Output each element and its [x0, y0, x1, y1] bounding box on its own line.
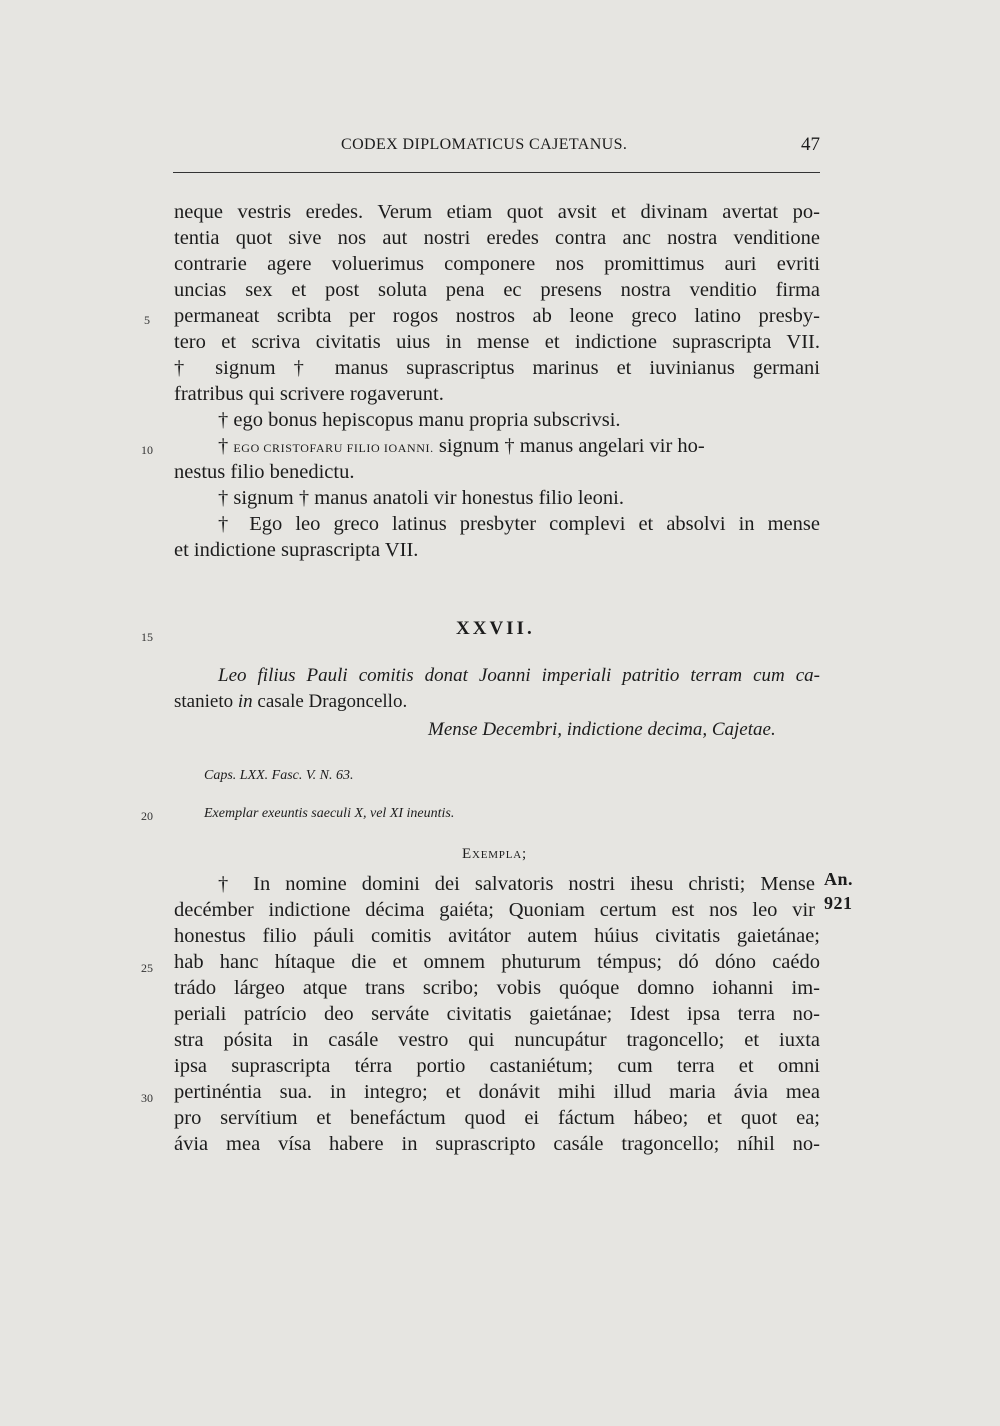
line-number-10: 10 [141, 443, 153, 457]
archive-reference: Caps. LXX. Fasc. V. N. 63. [204, 768, 354, 783]
line-number-30: 30 [141, 1091, 153, 1105]
text-line: fratribus qui scrivere rogaverunt. [174, 383, 444, 405]
text-line: permaneat scribta per rogos nostros ab leone greco latino presby- [174, 305, 820, 327]
running-title: CODEX DIPLOMATICUS CAJETANUS. [341, 136, 628, 153]
text-line: † In nomine domini dei salvatoris nostri ihesu christi; Mense [218, 873, 815, 895]
text-line: periali patrício deo serváte civitatis gaietánae; Idest ipsa terra no- [174, 1003, 820, 1025]
page-number: 47 [801, 134, 820, 155]
regest-line: Leo filius Pauli comitis donat Joanni imperiali patritio terram cum ca- [218, 665, 820, 686]
text-line: tero et scriva civitatis uius in mense et indictione suprascripta VII. [174, 331, 820, 353]
line-number-20: 20 [141, 809, 153, 823]
text-fragment: stanieto [174, 691, 238, 712]
italic-fragment: in [237, 691, 253, 712]
chapter-number: XXVII. [456, 618, 535, 639]
text-line: nestus filio benedictu. [174, 461, 355, 483]
small-caps-name: EGO CRISTOFARU FILIO IOANNI. [233, 441, 434, 455]
text-line: tentia quot sive nos aut nostri eredes contra anc nostra venditione [174, 227, 820, 249]
cross-mark: † [218, 435, 234, 457]
text-line: honestus filio páuli comitis avitátor autem húius civitatis gaietánae; [174, 925, 820, 947]
line-number-25: 25 [141, 961, 153, 975]
text-line: stra pósita in casále vestro qui nuncupátur tragoncello; et iuxta [174, 1029, 820, 1051]
text-line: ipsa suprascripta térra portio castaniétum; cum terra et omni [174, 1055, 820, 1077]
text-line: uncias sex et post soluta pena ec presens nostra venditio firma [174, 279, 820, 301]
header-rule [173, 172, 820, 173]
text-line: contrarie agere voluerimus componere nos promittimus auri evriti [174, 253, 820, 275]
text-line: † ego bonus hepiscopus manu propria subscrivsi. [218, 409, 621, 431]
margin-year: 921 [824, 893, 853, 913]
text-line: ávia mea vísa habere in suprascripto casále tragoncello; níhil no- [174, 1133, 820, 1155]
text-fragment: casale Dragoncello. [252, 691, 408, 712]
running-header [173, 133, 820, 163]
regest-date: Mense Decembri, indictione decima, Cajetae. [428, 719, 776, 740]
text-line-signature [218, 433, 705, 459]
text-line: trádo lárgeo atque trans scribo; vobis quóque domno iohanni im- [174, 977, 820, 999]
text-line: pro servítium et benefáctum quod ei fáctum hábeo; et quot ea; [174, 1107, 820, 1129]
line-number-5: 5 [144, 313, 150, 327]
exemplar-note: Exemplar exeuntis saeculi X, vel XI ineuntis. [204, 806, 455, 821]
text-fragment: signum † manus angelari vir ho- [433, 435, 705, 457]
text-line: † Ego leo greco latinus presbyter complevi et absolvi in mense [218, 513, 820, 535]
text-line: pertinéntia sua. in integro; et donávit mihi illud maria ávia mea [174, 1081, 820, 1103]
text-line: decémber indictione décima gaiéta; Quoniam certum est nos leo vir [174, 899, 815, 921]
text-line: neque vestris eredes. Verum etiam quot avsit et divinam avertat po- [174, 201, 820, 223]
margin-an-label: An. [824, 869, 854, 889]
line-number-15: 15 [141, 630, 153, 644]
text-line: hab hanc hítaque die et omnem phuturum témpus; dó dóno caédo [174, 951, 820, 973]
text-line: † signum † manus anatoli vir honestus filio leoni. [218, 487, 624, 509]
regest-line [174, 689, 407, 715]
text-line: et indictione suprascripta VII. [174, 539, 419, 561]
text-line: † signum † manus suprascriptus marinus et iuvinianus germani [174, 357, 820, 379]
exempla-heading: Exempla; [462, 846, 527, 862]
